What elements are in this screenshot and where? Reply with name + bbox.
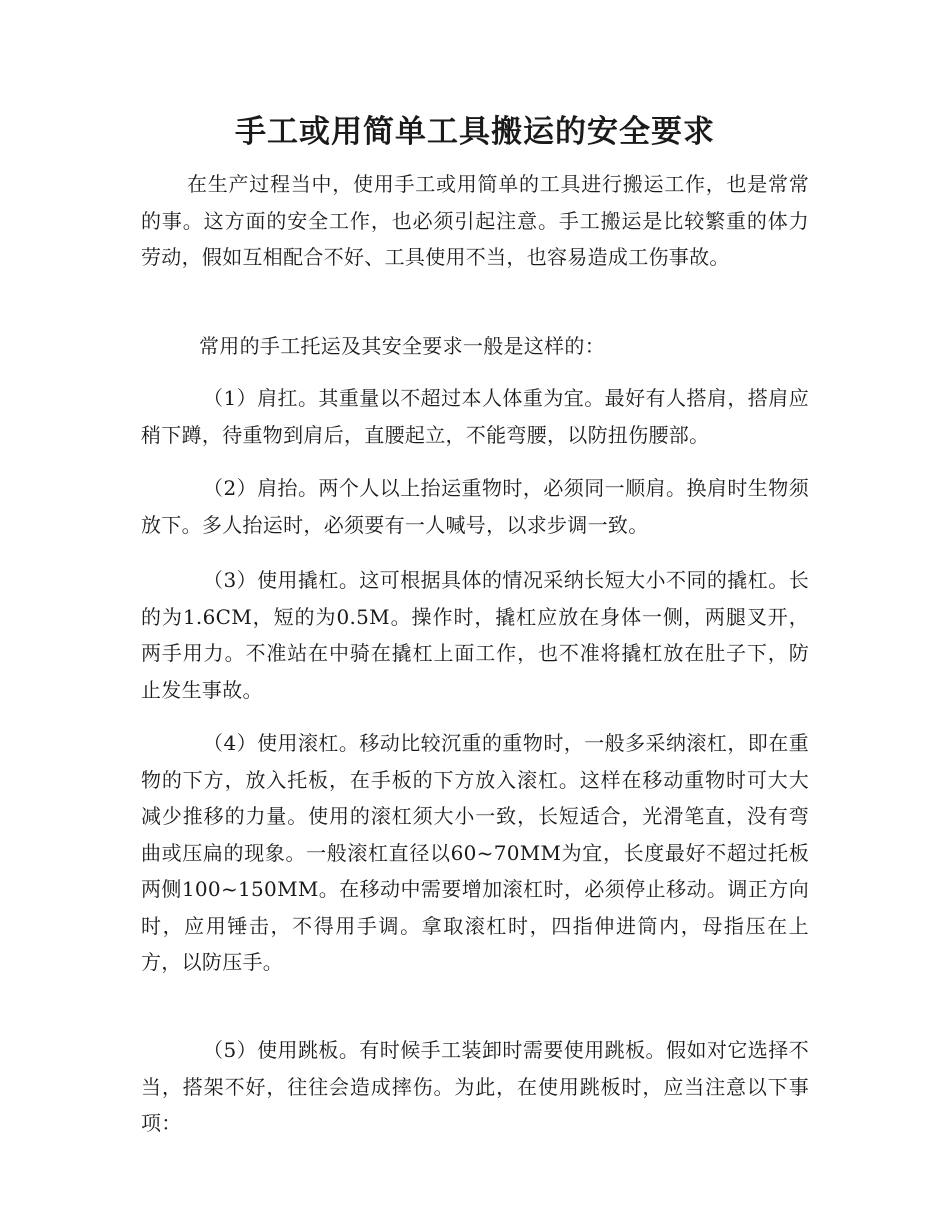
paragraph-crowbar: （3）使用撬杠。这可根据具体的情况采纳长短大小不同的撬杠。长的为1.6CM，短的为0.5M。操作时，撬杠应放在身体一侧，两腿叉开，两手用力。不准站在中骑在撬杠上面工作，也不准将撬杠放在肚子下，防止发生事故。 <box>141 568 809 702</box>
document-title: 手工或用简单工具搬运的安全要求 <box>235 114 715 150</box>
paragraph-shoulder-lift: （2）肩抬。两个人以上抬运重物时，必须同一顺肩。换肩时生物须放下。多人抬运时，必须要有一人喊号，以求步调一致。 <box>141 476 809 537</box>
paragraph-rollers: （4）使用滚杠。移动比较沉重的重物时，一般多采纳滚杠，即在重物的下方，放入托板，在手板的下方放入滚杠。这样在移动重物时可大大减少推移的力量。使用的滚杠须大小一致，长短适合，光滑笔直，没有弯曲或压扁的现象。一般滚杠直径以60~70MM为宜，长度最好不超过托板两侧100~150MM。在移动中需要增加滚杠时，必须停止移动。调正方向时，应用锤击，不得用手调。拿取滚杠时，四指伸进筒内，母指压在上方，以防压手。 <box>141 731 809 974</box>
paragraph-gangplank: （5）使用跳板。有时候手工装卸时需要使用跳板。假如对它选择不当，搭架不好，往往会造成摔伤。为此，在使用跳板时，应当注意以下事项： <box>141 1038 809 1135</box>
paragraph-shoulder-carry: （1）肩扛。其重量以不超过本人体重为宜。最好有人搭肩，搭肩应稍下蹲，待重物到肩后，直腰起立，不能弯腰，以防扭伤腰部。 <box>141 386 809 447</box>
paragraph-common-methods: 常用的手工托运及其安全要求一般是这样的： <box>199 334 605 358</box>
paragraph-intro: 在生产过程当中，使用手工或用简单的工具进行搬运工作，也是常常的事。这方面的安全工作，也必须引起注意。手工搬运是比较繁重的体力劳动，假如互相配合不好、工具使用不当，也容易造成工伤事故。 <box>141 172 809 269</box>
